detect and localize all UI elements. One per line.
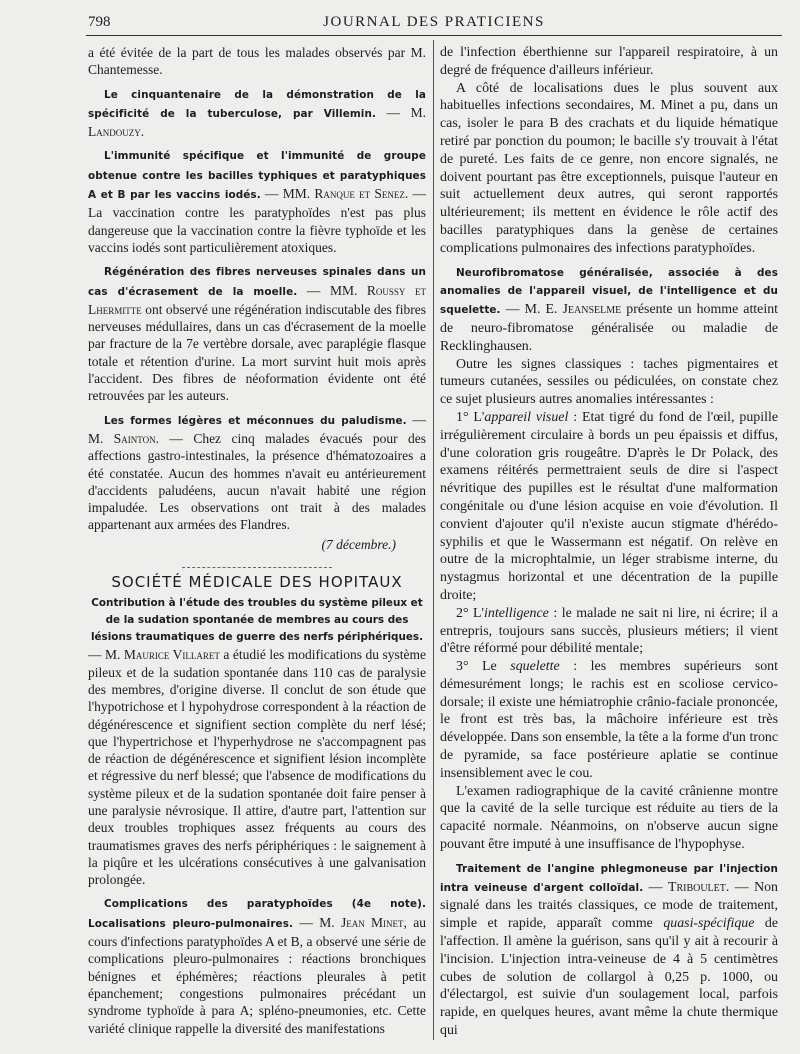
report-author: M. E. Jeanselme [524, 302, 622, 318]
report-author: M. Jean Minet, [319, 914, 407, 930]
header-rule [86, 35, 782, 36]
page-header [88, 10, 780, 34]
list-item: 2° L'intelligence : le malade ne sait ni lire, ni écrire; il a entrepris, toujours sans succès, plusieurs métiers; il vient d'être réformé pour débilité mentale; [440, 605, 778, 657]
report-roussy-lhermitte: Régénération des fibres nerveuses spinales dans un cas d'écrasement de la moelle. — MM. Roussy et Lhermitte ont observé une régénération indiscutable des fibres nerveuses médullaires, dans un cas d'écrasement de la moelle par fracture de la 7e vertèbre dorsale, avec paraplégie flasque totale et rétention d'urine. La mort survint huit mois après l'accident. Des fibres de néoformation évidente ont été retrouvées par les auteurs. [88, 266, 427, 404]
report-jeanselme: Neurofibromatose généralisée, associée à des anomalies de l'appareil visuel, de l'intelligence et du squelette. — M. E. Jeanselme présente un homme atteint de neuro-fibromatose généralisée ou maladie de Recklinghausen. [440, 266, 778, 354]
report-title: Complications des paratyphoïdes (4e note). Localisations pleuro-pulmonaires. [88, 898, 426, 930]
report-author: MM. Ranque et Senez. [282, 186, 409, 202]
report-title: L'immunité spécifique et l'immunité de groupe obtenue contre les bacilles typhiques et paratyphiques A et B par les vaccins iodés. [88, 150, 426, 202]
report-title: Traitement de l'angine phlegmoneuse par l'injection intra veineuse d'argent colloïdal. [440, 862, 778, 894]
paragraph: a été évitée de la part de tous les malades observés par M. Chantemesse. [88, 45, 426, 78]
column-divider [433, 40, 434, 1040]
report-author: M. Landouzy. [88, 104, 427, 140]
running-title: JOURNAL DES PRATICIENS [323, 14, 545, 30]
report-minet: Complications des paratyphoïdes (4e note). Localisations pleuro-pulmonaires. — M. Jean Minet, au cours d'infections paratyphoïdes A et B, a observé une série de complications pleuro-pulmonaires : réactions bronchiques bénignes et éphémères; réactions pleurales à petit épanchement; congestions pulmonaires précédant un syndrome typhoïde à para A; spléno-pneumonies, etc. Cette variété clinique rappelle la diversité des manifestations [88, 898, 427, 1036]
section-separator [182, 567, 332, 568]
left-column [88, 44, 426, 1037]
list-term: intelligence [484, 605, 549, 621]
paragraph: de l'infection éberthienne sur l'appareil respiratoire, à un degré de fréquence d'ailleurs inférieur. [440, 45, 778, 78]
session-date: (7 décembre.) [321, 536, 396, 552]
report-landouzy: Le cinquantenaire de la démonstration de la spécificité de la tuberculose, par Villemin. — M. Landouzy. [88, 88, 427, 140]
report-title: Les formes légères et méconnues du paludisme. [104, 414, 407, 427]
paragraph: A côté de localisations dues le plus souvent aux habituelles infections secondaires, M. Minet a pu, dans un cas, isoler le para B des crachats et du liquide hématique retiré par ponction du poumon; le bacille s'y trouvait à l'état de pureté. Les faits de ce genre, non encore signalés, ne doivent pourtant pas être exceptionnels, puisque l'auteur en suit actuellement deux autres, qui seront rapportés ultérieurement; ils mettent en évidence le rôle actif des bacilles paratyphiques dans la genèse de certaines complications pulmonaires des infections paratyphoïdes. [440, 80, 778, 256]
report-title: Le cinquantenaire de la démonstration de la spécificité de la tuberculose, par Villemin. [88, 88, 426, 120]
list-term: appareil visuel [484, 409, 569, 425]
report-title: Régénération des fibres nerveuses spinales dans un cas d'écrasement de la moelle. [88, 266, 426, 298]
report-author: M. Sainton. [88, 430, 159, 446]
report-author: Triboulet. [667, 879, 730, 895]
report-body: a étudié les modifications du système pileux et de la sudation spontanée dans 110 cas de paralysie des membres, d'origine diverse. Il conclut de son étude que l'hypotrichose et l hypohydrose correspondent à la réaction de dégénérescence et signifient section complète du nerf lésé; que l'hypertrichose et l'hyperhydrose ne s'accompagnent pas de réaction de dégénérescence et signifient lésion incomplète et régressive du nerf blessé; que l'absence de modifications du système pileux et de la sudation spontanée doit faire penser à une paralysie névrosique. Il attire, d'autre part, l'attention sur deux troubles trophiques assez fréquents au cours des traumatismes graves des nerfs périphériques : le saignement à la piqûre et les ulcérations consécutives à une galvanisation prolongée. [88, 647, 427, 888]
report-villaret: Contribution à l'étude des troubles du système pileux et de la sudation spontanée de membres au cours des lésions traumatiques de guerre des nerfs périphériques. — M. Maurice Villaret a étudié les modifications du système pileux et de la sudation spontanée dans 110 cas de paralysie des membres, d'origine diverse. Il conclut de son étude que l'hypotrichose et l hypohydrose correspondent à la réaction de dégénérescence et signifient section complète du nerf lésé; que l'hypertrichose et l'hyperhydrose ne s'accompagnent pas de réaction de dégénérescence et signifient lésion incomplète et régressive du nerf blessé; que l'absence de modifications du système pileux et de la sudation spontanée doit faire penser à une paralysie névrosique. Il attire, d'autre part, l'attention sur deux troubles trophiques assez fréquents au cours des traumatismes graves des nerfs périphériques : le saignement à la piqûre et les ulcérations consécutives à une galvanisation prolongée. [88, 597, 427, 888]
report-sainton: Les formes légères et méconnues du paludisme. — M. Sainton. — Chez cinq malades évacués pour des affections gastro-intestinales, la présence d'hématozoaires a été constatée. Aucun des hommes n'avait eu antérieurement d'accidents paludéens, aucun n'avait habité une région impaludée. Les observations ont trait à des malades appartenant aux armées des Flandres. [88, 411, 426, 533]
report-triboulet: Traitement de l'angine phlegmoneuse par l'injection intra veineuse d'argent colloïdal. — Triboulet. — Non signalé dans les traités classiques, ce mode de traitement, simple et rapide, apparaît comme quasi-spécifique de l'affection. Il amène la guérison, sans qu'il y ait à recourir à l'incision. L'injection intra-veineuse de 4 à 5 centimètres cubes de solution de collargol à 0,25 p. 1000, ou d'électargol, est suivie d'un soulagement local, parfois rapide, en quelques heures, avant même la chute thermique qui [440, 862, 778, 1039]
report-title: Contribution à l'étude des troubles du système pileux et de la sudation spontanée de membres au cours des lésions traumatiques de guerre des nerfs périphériques. [90, 597, 424, 644]
list-item: 3° Le squelette : les membres supérieurs sont démesurément longs; le rachis est en scoliose cervico-dorsale; il existe une hémiatrophie crânio-faciale prononcée, le front est très bas, la mâchoire inférieure est très développée. Dans son ensemble, la tête a la forme d'un tronc de pyramide, sa face postérieure aplatie se continue insensiblement avec le cou. [440, 659, 778, 781]
right-column [440, 44, 778, 1040]
list-term: squelette [510, 659, 560, 675]
report-body: au cours d'infections paratyphoïdes A et B, a observé une série de complications pleuro-pulmonaires : réactions bronchiques bénignes et éphémères; réactions pleurales à petit épanchement; congestions pulmonaires précédant un syndrome typhoïde à para A; spléno-pneumonies, etc. Cette variété clinique rappelle la diversité des manifestations [88, 914, 427, 1036]
report-term: quasi-spécifique [663, 916, 755, 932]
paragraph: L'examen radiographique de la cavité crânienne montre que la cavité de la selle turcique est réduite au tiers de la capacité normale. Néanmoins, on n'observe aucun signe pouvant être imputé à une insuffisance de l'hypophyse. [440, 783, 778, 853]
section-heading: SOCIÉTÉ MÉDICALE DES HOPITAUX [111, 573, 403, 592]
page-number: 798 [88, 14, 111, 30]
report-body: Chez cinq malades évacués pour des affections gastro-intestinales, la présence d'hématozoaires a été constatée. Aucun des hommes n'avait eu antérieurement d'accidents paludéens, aucun n'avait habité une région impaludée. Les observations ont trait à des malades appartenant aux armées des Flandres. [88, 430, 426, 533]
report-body: présente un homme atteint de neuro-fibromatose généralisée ou maladie de Recklinghausen. [440, 302, 778, 354]
list-item: 1° L'appareil visuel : Etat tigré du fond de l'œil, pupille irrégulièrement circulaire à bords un peu épaissis et diffus, d'une coloration gris rougeâtre. D'après le Dr Polack, des examens réitérés permettraient seuls de dire si l'aspect névritique des pupilles est le résultat d'une malformation congénitale ou d'une lésion acquise en voie d'évolution. Il convient d'ajouter qu'il n'existe aucun stigmate d'hérédo-syphilis et que le Wassermann est négatif. On relève en outre de la microphtalmie, un léger strabisme interne, du nystagmus horizontal et une décentration de la pupille droite; [440, 409, 778, 603]
report-author: M. Maurice Villaret [105, 647, 220, 663]
report-title: Neurofibromatose généralisée, associée à des anomalies de l'appareil visuel, de l'intelligence et du squelette. [440, 266, 778, 317]
report-body: ont observé une régénération indiscutable des fibres nerveuses médullaires, dans un cas d'écrasement de la moelle par fracture de la 7e vertèbre dorsale, avec paraplégie flasque totale et rétention d'urine. La mort survint huit mois après l'accident. Des fibres de néoformation évidente ont été retrouvées par les auteurs. [88, 301, 427, 404]
report-author: MM. Roussy et Lhermitte [88, 282, 426, 317]
report-body: La vaccination contre les paratyphoïdes n'est pas plus dangereuse que la vaccination contre la fièvre typhoïde et les vaccins iodés sont particulièrement atoxiques. [88, 205, 426, 255]
report-ranque-senez: L'immunité spécifique et l'immunité de groupe obtenue contre les bacilles typhiques et paratyphiques A et B par les vaccins iodés. — MM. Ranque et Senez. — La vaccination contre les paratyphoïdes n'est pas plus dangereuse que la vaccination contre la fièvre typhoïde et les vaccins iodés sont particulièrement atoxiques. [88, 150, 426, 255]
paragraph: Outre les signes classiques : taches pigmentaires et tumeurs cutanées, sessiles ou pédiculées, on constate chez ce sujet plusieurs autres anomalies intéressantes : [440, 356, 778, 408]
